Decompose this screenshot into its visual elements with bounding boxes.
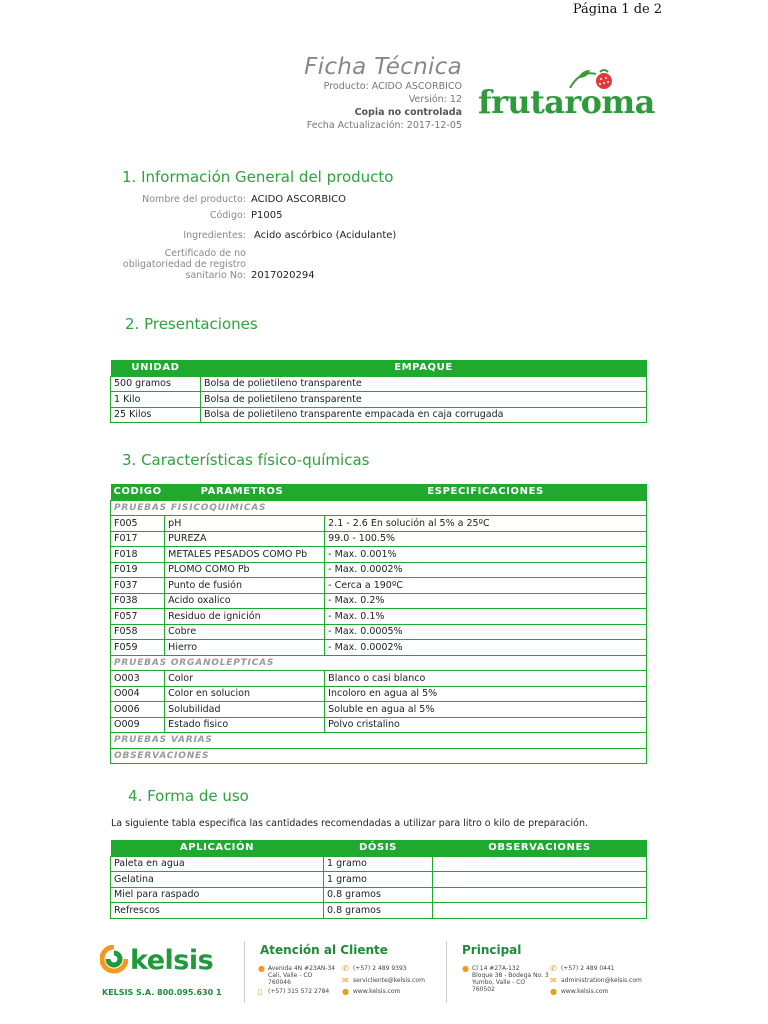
footer	[0, 935, 768, 1024]
table-row: F005 pH 2.1 - 2.6 En solución al 5% a 25ºC	[111, 516, 647, 532]
copy-status: Copia no controlada	[354, 107, 462, 118]
table-row: F017 PUREZA 99.0 - 100.5%	[111, 531, 647, 547]
divider	[244, 941, 245, 1003]
info-cert-value: 2017020294	[251, 270, 315, 281]
page-number	[569, 2, 662, 17]
kelsis-wordmark: kelsis	[130, 945, 214, 976]
mail-icon: ✉	[342, 976, 349, 985]
atencion-mobile: (+57) 315 572 2784	[268, 988, 330, 995]
principal-web[interactable]: www.kelsis.com	[561, 988, 609, 995]
page-of: de	[633, 2, 650, 17]
table-row: F059 Hierro - Max. 0.0002%	[111, 640, 647, 656]
info-cert-label-2: obligatoriedad de registro	[122, 259, 246, 270]
table-row: 1 Kilo Bolsa de polietileno transparente	[111, 392, 647, 408]
table-row: 25 Kilos Bolsa de polietileno transparente empacada en caja corrugada	[111, 407, 647, 423]
document-title: Ficha Técnica	[304, 54, 462, 80]
frutaroma-wordmark: frutaroma	[478, 83, 655, 121]
caracteristicas-table	[110, 484, 647, 764]
phone-icon: ✆	[342, 964, 349, 973]
col-aplicacion: APLICACIÓN	[111, 840, 324, 856]
col-empaque: EMPAQUE	[201, 360, 647, 376]
info-ingredientes	[120, 230, 540, 244]
table-row: F038 Acido oxalico - Max. 0.2%	[111, 593, 647, 609]
section-title-caracteristicas: 3. Características físico-químicas	[122, 451, 370, 469]
uso-table	[110, 840, 647, 919]
col-observaciones: OBSERVACIONES	[433, 840, 647, 856]
section-title-presentaciones: 2. Presentaciones	[125, 315, 258, 333]
atencion-phone: (+57) 2 489 9393	[353, 965, 407, 972]
table-row: O003 Color Blanco o casi blanco	[111, 671, 647, 687]
page-current: 1	[621, 2, 630, 17]
mobile-icon: ▯	[258, 987, 263, 996]
col-unidad: UNIDAD	[111, 360, 201, 376]
presentaciones-table	[110, 360, 647, 423]
version-line: Versión: 12	[408, 94, 462, 105]
info-nombre-label: Nombre del producto:	[142, 194, 246, 205]
document-header	[270, 54, 462, 132]
info-cert-label-1: Certificado de no	[164, 248, 246, 259]
atencion-title: Atención al Cliente	[260, 943, 388, 957]
info-nombre	[120, 194, 540, 208]
page-label: Página	[572, 2, 618, 17]
subheader-fisicoquimicas: PRUEBAS FISICOQUIMICAS	[111, 500, 647, 516]
phone-icon: ✆	[550, 964, 557, 973]
table-row: O004 Color en solucion Incoloro en agua al 5%	[111, 686, 647, 702]
col-dosis: DÓSIS	[324, 840, 433, 856]
info-certificado	[120, 248, 540, 284]
info-codigo-label: Código:	[209, 210, 246, 221]
web-icon: ●	[342, 987, 349, 996]
table-row: Miel para raspado 0.8 gramos	[111, 887, 647, 903]
col-especificaciones: ESPECIFICACIONES	[325, 484, 647, 500]
page-total: 2	[653, 2, 662, 17]
kelsis-mark-icon	[100, 945, 128, 979]
frutaroma-logo	[478, 66, 655, 126]
divider	[446, 941, 447, 1003]
col-parametros: PARAMETROS	[165, 484, 325, 500]
product-line: Producto: ACIDO ASCORBICO	[323, 81, 462, 92]
subheader-observaciones: OBSERVACIONES	[111, 748, 647, 764]
section-title-forma-uso: 4. Forma de uso	[128, 787, 249, 805]
principal-address: Cl 14 #27A-132 Bloque 38 - Bodega No. 3 Yumbo, Valle - CO 760502	[472, 965, 549, 993]
atencion-address: Avenida 4N #23AN-34 Cali, Valle - CO 760046	[268, 965, 336, 986]
atencion-email[interactable]: servicliente@kelsis.com	[353, 977, 425, 984]
update-date: Fecha Actualización: 2017-12-05	[306, 120, 462, 131]
info-codigo-value: P1005	[251, 210, 283, 221]
table-row: Gelatina 1 gramo	[111, 872, 647, 888]
location-icon: ●	[258, 964, 265, 973]
info-ingredientes-label: Ingredientes:	[183, 230, 246, 241]
table-row: 500 gramos Bolsa de polietileno transparente	[111, 376, 647, 392]
table-row: F057 Residuo de ignición - Max. 0.1%	[111, 609, 647, 625]
table-row: Refrescos 0.8 gramos	[111, 903, 647, 919]
table-row: Paleta en agua 1 gramo	[111, 856, 647, 872]
atencion-web[interactable]: www.kelsis.com	[353, 988, 401, 995]
table-row: F019 PLOMO COMO Pb - Max. 0.0002%	[111, 562, 647, 578]
subheader-varias: PRUEBAS VARIAS	[111, 733, 647, 749]
col-codigo: CODIGO	[111, 484, 165, 500]
info-cert-label-3: sanitario No:	[185, 270, 246, 281]
table-row: F037 Punto de fusión - Cerca a 190ºC	[111, 578, 647, 594]
location-icon: ●	[462, 964, 469, 973]
mail-icon: ✉	[550, 976, 557, 985]
info-nombre-value: ACIDO ASCORBICO	[251, 194, 346, 205]
section-title-info: 1. Información General del producto	[122, 168, 394, 186]
info-codigo	[120, 210, 540, 224]
table-row: O006 Solubilidad Soluble en agua al 5%	[111, 702, 647, 718]
info-ingredientes-value: Acido ascórbico (Acidulante)	[254, 230, 397, 241]
subheader-organolepticas: PRUEBAS ORGANOLEPTICAS	[111, 655, 647, 671]
principal-title: Principal	[462, 943, 522, 957]
kelsis-nit: KELSIS S.A. 800.095.630 1	[102, 988, 222, 997]
table-row: O009 Estado fisico Polvo cristalino	[111, 717, 647, 733]
table-row: F058 Cobre - Max. 0.0005%	[111, 624, 647, 640]
principal-phone: (+57) 2 489 0441	[561, 965, 615, 972]
table-row: F018 METALES PESADOS COMO Pb - Max. 0.001%	[111, 547, 647, 563]
uso-intro: La siguiente tabla especifica las cantidades recomendadas a utilizar para litro o kilo de preparación.	[111, 818, 589, 829]
web-icon: ●	[550, 987, 557, 996]
principal-email[interactable]: administration@kelsis.com	[561, 977, 642, 984]
